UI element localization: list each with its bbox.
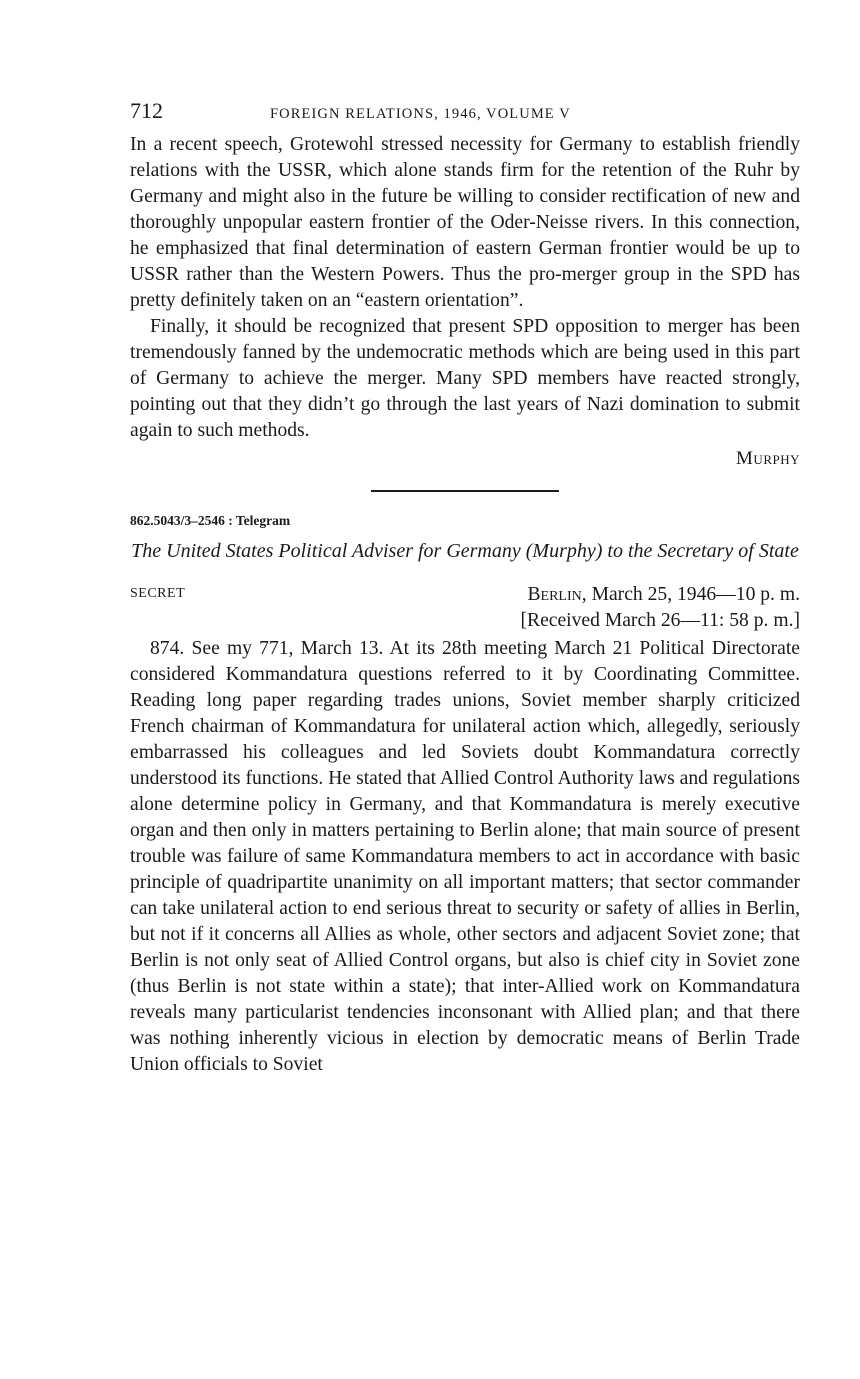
document-meta bbox=[130, 582, 800, 636]
place: Berlin bbox=[527, 584, 582, 605]
telegram-body: 874. See my 771, March 13. At its 28th meeting March 21 Political Directorate considered Kommandatura questions referred to it by Coordinating Committee. Reading long paper regarding trades unions, Soviet member sharply criticized French chairman of Kommandatura for unilateral action which, allegedly, seriously embarrassed his colleagues and led Soviets doubt Kommandatura correctly understood its functions. He stated that Allied Control Authority laws and regulations alone determine policy in Germany, and that Kommandatura is merely executive organ and then only in matters pertaining to Berlin alone; that main source of present trouble was failure of same Kommandatura members to act in accordance with basic principle of quadripartite unanimity on all important matters; that sector commander can take unilateral action to end serious threat to security or safety of allies in Berlin, but not if it concerns all Allies as whole, other sectors and adjacent Soviet zone; that Berlin is not only seat of Allied Control organs, but also is chief city in Soviet zone (thus Berlin is not state within a state); that inter-Allied work on Kommandatura reveals many particularist tendencies inconsonant with Allied plan; and that there was nothing inherently vicious in election by democratic means of Berlin Trade Union officials to Soviet bbox=[130, 638, 800, 1075]
running-head: FOREIGN RELATIONS, 1946, VOLUME V bbox=[270, 106, 571, 122]
classification-label: SECRET bbox=[130, 586, 186, 601]
sent-date: , March 25, 1946—10 p. m. bbox=[581, 584, 800, 605]
section-divider bbox=[371, 490, 559, 492]
page-number: 712 bbox=[130, 98, 163, 123]
sent-line bbox=[521, 582, 801, 608]
document-page bbox=[130, 98, 800, 1078]
signature: Murphy bbox=[736, 448, 800, 469]
previous-document-paragraph-1: In a recent speech, Grotewohl stressed necessity for Germany to establish friendly relations with the USSR, which alone stands firm for the retention of the Ruhr by Germany and might also in the future be willing to consider rectification of new and thoroughly unpopular eastern frontier of the Oder-Neisse rivers. In this connection, he emphasized that final determination of eastern German frontier would be up to USSR rather than the Western Powers. Thus the pro-merger group in the SPD has pretty definitely taken on an “eastern orientation”. bbox=[130, 134, 800, 311]
document-title: The United States Political Adviser for Germany (Murphy) to the Secretary of State bbox=[131, 540, 799, 562]
page-header bbox=[130, 98, 800, 132]
previous-document-paragraph-2: Finally, it should be recognized that present SPD opposition to merger has been tremendously fanned by the undemocratic methods which are being used in this part of Germany to achieve the merger. Many SPD members have reacted strongly, pointing out that they didn’t go through the last years of Nazi domination to submit again to such methods. bbox=[130, 316, 800, 441]
file-reference: 862.5043/3–2546 : Telegram bbox=[130, 513, 291, 528]
dateline bbox=[521, 582, 801, 634]
received-line: [Received March 26—11: 58 p. m.] bbox=[520, 610, 800, 631]
